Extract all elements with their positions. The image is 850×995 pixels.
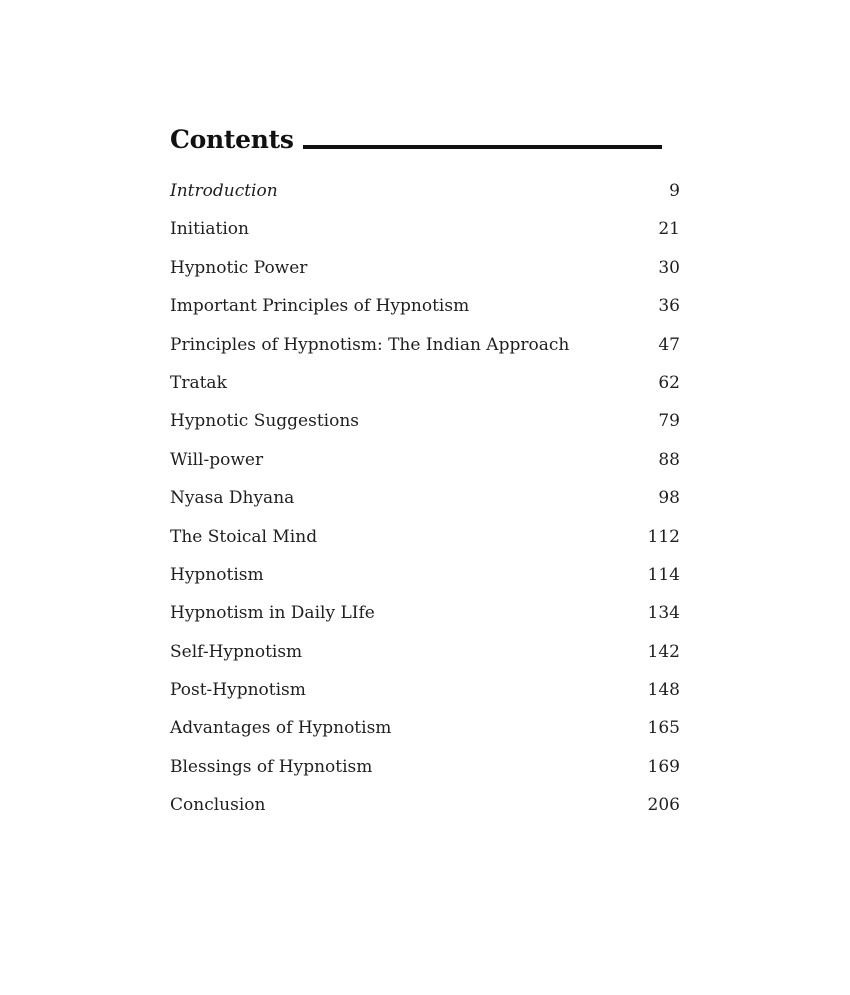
toc-entry-page: 114	[647, 564, 680, 585]
toc-entry-introduction	[170, 172, 680, 210]
toc-entry-post-hypnotism	[170, 671, 680, 709]
toc-entry-title: Hypnotic Power	[170, 257, 308, 278]
toc-entry-tratak	[170, 364, 680, 402]
toc-entry-page: 36	[658, 296, 680, 317]
toc-entry-page: 206	[647, 795, 680, 816]
toc-entry-hypnotism	[170, 556, 680, 594]
toc-entry-initiation	[170, 210, 680, 248]
toc-entry-title: Tratak	[170, 372, 227, 393]
toc-entry-title: Conclusion	[170, 795, 266, 816]
toc-entry-title: Hypnotic Suggestions	[170, 411, 360, 432]
toc-entry-important-principles	[170, 287, 680, 325]
toc-entry-title: Will-power	[170, 449, 264, 470]
toc-entry-page: 47	[658, 334, 680, 355]
toc-entry-page: 169	[647, 756, 680, 777]
toc-entry-title: Nyasa Dhyana	[170, 488, 295, 509]
toc-entry-indian-approach	[170, 326, 680, 364]
toc-entry-hypnotic-suggestions	[170, 402, 680, 440]
toc-entry-page: 30	[658, 257, 680, 278]
toc-entry-title: Important Principles of Hypnotism	[170, 296, 470, 317]
toc-entry-page: 79	[658, 411, 680, 432]
toc-entry-page: 62	[658, 372, 680, 393]
page-title: Contents	[170, 125, 294, 154]
toc-entry-title: Blessings of Hypnotism	[170, 756, 373, 777]
toc-entry-daily-life	[170, 594, 680, 632]
contents-heading-row	[170, 116, 662, 156]
toc-entry-blessings	[170, 748, 680, 786]
table-of-contents	[170, 172, 680, 825]
toc-entry-advantages	[170, 709, 680, 747]
toc-entry-title: Hypnotism in Daily LIfe	[170, 603, 375, 624]
toc-entry-title: The Stoical Mind	[170, 526, 318, 547]
toc-entry-conclusion	[170, 786, 680, 824]
toc-entry-page: 142	[647, 641, 680, 662]
toc-entry-title: Principles of Hypnotism: The Indian Approach	[170, 334, 570, 355]
toc-entry-title: Advantages of Hypnotism	[170, 718, 392, 739]
toc-entry-page: 98	[658, 488, 680, 509]
toc-entry-title: Hypnotism	[170, 564, 264, 585]
toc-entry-title: Self-Hypnotism	[170, 641, 303, 662]
toc-entry-page: 9	[669, 181, 680, 201]
toc-entry-title: Post-Hypnotism	[170, 680, 306, 701]
toc-entry-page: 21	[658, 219, 680, 240]
heading-rule	[303, 145, 662, 149]
toc-entry-page: 148	[647, 680, 680, 701]
toc-entry-title: Introduction	[170, 181, 278, 201]
toc-entry-self-hypnotism	[170, 633, 680, 671]
toc-entry-title: Initiation	[170, 219, 249, 240]
toc-entry-page: 134	[647, 603, 680, 624]
toc-entry-page: 165	[647, 718, 680, 739]
toc-entry-will-power	[170, 441, 680, 479]
toc-entry-stoical-mind	[170, 518, 680, 556]
toc-entry-hypnotic-power	[170, 249, 680, 287]
toc-entry-nyasa-dhyana	[170, 479, 680, 517]
toc-entry-page: 112	[647, 526, 680, 547]
toc-entry-page: 88	[658, 449, 680, 470]
